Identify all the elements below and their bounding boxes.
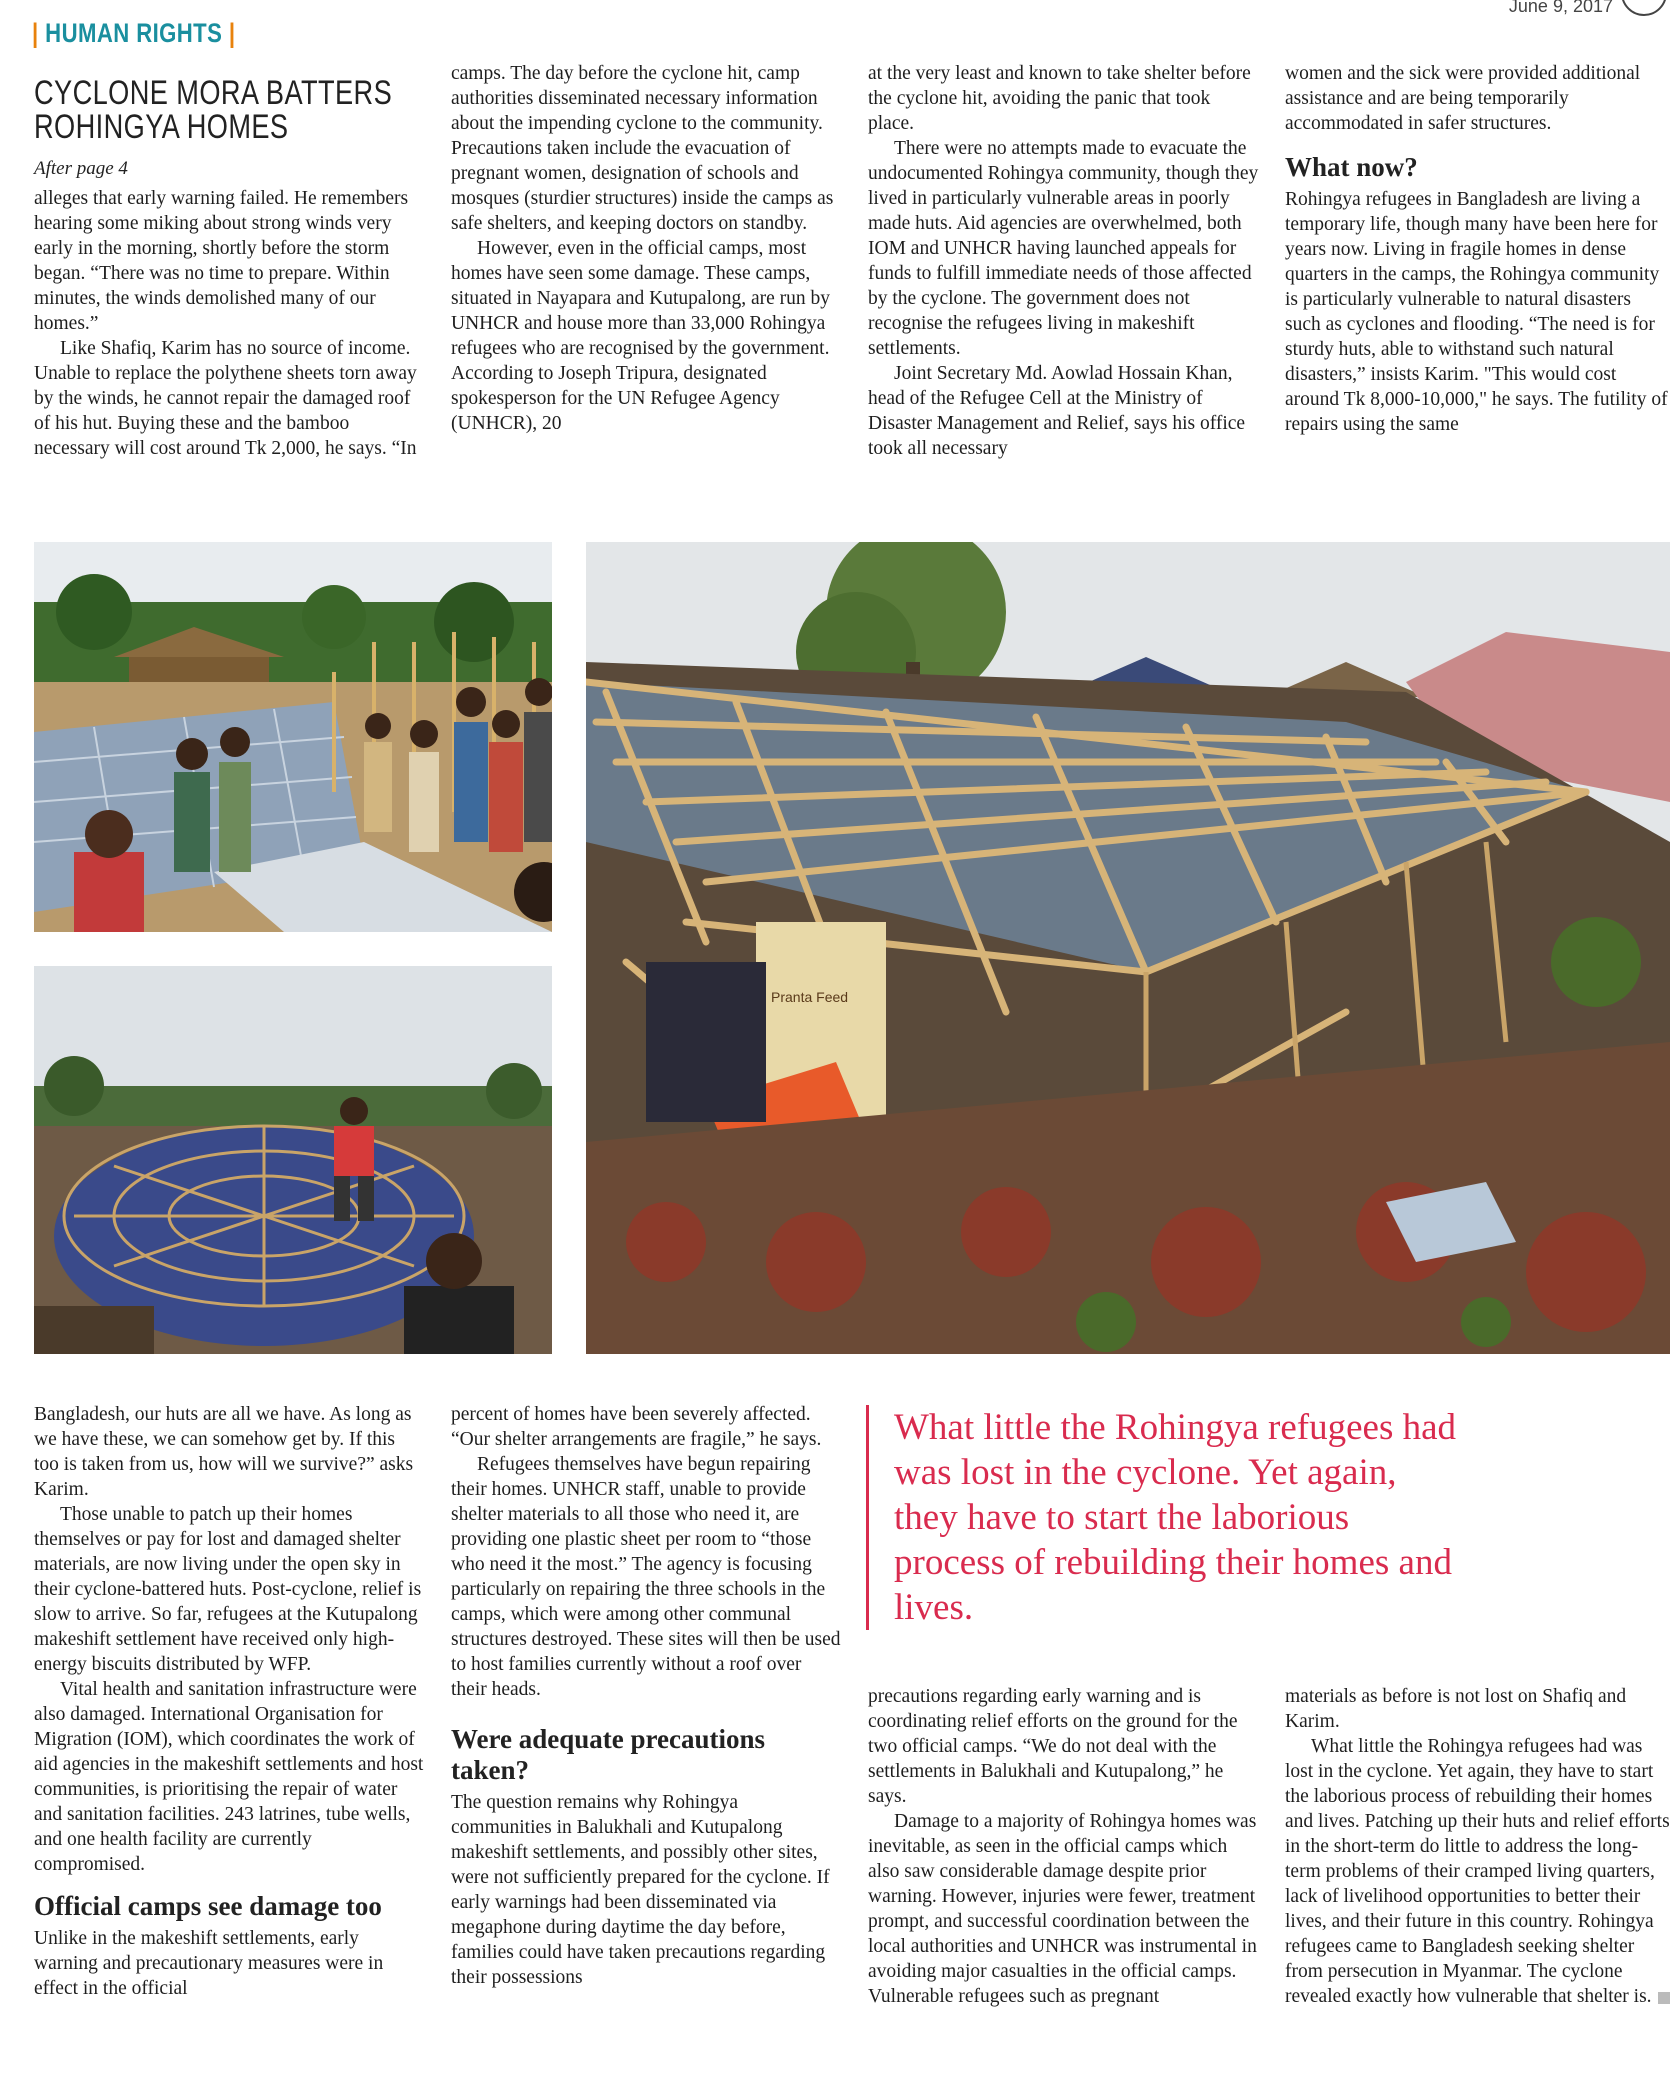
lower-column-2	[451, 1402, 841, 1990]
section-label	[32, 18, 235, 49]
upper-column-1	[34, 186, 424, 461]
paragraph: camps. The day before the cyclone hit, camp authorities disseminated necessary information about the impending cyclone to the community. Precautions taken include the evacuation of pregnant women, designation of schools and mosques (sturdier structures) inside the camps as safe shelters, and keeping doctors on standby.	[451, 63, 834, 234]
paragraph: Unlike in the makeshift settlements, early warning and precautionary measures were in effect in the official	[34, 1928, 384, 1999]
pull-quote: What little the Rohingya refugees had was lost in the cyclone. Yet again, they have to start the laborious process of rebuilding their homes and lives.	[866, 1405, 1466, 1630]
photo-children-roofing-sheets	[34, 542, 552, 932]
issue-date: June 9, 2017	[1508, 0, 1613, 16]
lower-column-1	[34, 1402, 424, 2001]
paragraph: percent of homes have been severely affected. “Our shelter arrangements are fragile,” he says.	[451, 1404, 822, 1450]
section-bar-left: |	[32, 18, 39, 48]
subheading-what-now: What now?	[1285, 152, 1418, 182]
paragraph: women and the sick were provided additional assistance and are being temporarily accommodated in safer structures.	[1285, 63, 1641, 134]
paragraph: Like Shafiq, Karim has no source of income. Unable to replace the polythene sheets torn away by the winds, he cannot repair the damaged roof of his hut. Buying these and the bamboo necessary will cost around Tk 2,000, he says. “In	[34, 338, 417, 459]
upper-column-3	[868, 61, 1260, 461]
paragraph: precautions regarding early warning and is coordinating relief efforts on the ground for the two official camps. “We do not deal with the settlements in Balukhali and Kutupalong,” he says.	[868, 1686, 1238, 1807]
paragraph: The question remains why Rohingya communities in Balukhali and Kutupalong makeshift settlements, and possibly other sites, were not sufficiently prepared for the cyclone. If early warnings had been disseminated via megaphone during daytime the day before, families could have taken precautions regarding their possessions	[451, 1792, 830, 1988]
paragraph: Joint Secretary Md. Aowlad Hossain Khan, head of the Refugee Cell at the Ministry of Disaster Management and Relief, says his office took all necessary	[868, 363, 1246, 459]
lower-column-4	[1285, 1684, 1670, 2009]
page-number-circle	[1621, 0, 1667, 16]
subheading-precautions: Were adequate precautions taken?	[451, 1724, 765, 1785]
lower-column-3	[868, 1684, 1260, 2009]
paragraph: Rohingya refugees in Bangladesh are living a temporary life, though many have been here for years now. Living in fragile homes in dense quarters in the camps, the Rohingya community is particularly vulnerable to natural disasters such as cyclones and flooding. “The need is for sturdy huts, able to withstand such natural disasters,” insists Karim. "This would cost around Tk 8,000-10,000," he says. The futility of repairs using the same	[1285, 189, 1668, 435]
paragraph: Those unable to patch up their homes themselves or pay for lost and damaged shelter materials, are now living under the open sky in their cyclone-battered huts. Post-cyclone, relief is slow to arrive. So far, refugees at the Kutupalong makeshift settlement have received only high-energy biscuits distributed by WFP.	[34, 1504, 422, 1675]
headline-line-2: ROHINGYA HOMES	[34, 108, 289, 146]
paragraph: alleges that early warning failed. He remembers hearing some miking about strong winds very early in the morning, shortly before the storm began. “There was no time to prepare. Within minutes, the winds demolished many of our homes.”	[34, 188, 409, 334]
photo-man-on-bamboo-roof	[34, 966, 552, 1354]
subheading-official-camps: Official camps see damage too	[34, 1891, 382, 1921]
upper-column-2	[451, 61, 841, 436]
paragraph-final	[1285, 1734, 1670, 2009]
headline-line-1: CYCLONE MORA BATTERS	[34, 74, 393, 112]
photo-sign-text: Pranta Feed	[771, 989, 849, 1005]
paragraph: Vital health and sanitation infrastructure were also damaged. International Organisation for Migration (IOM), which coordinates the work of aid agencies in the makeshift settlements and host communities, is prioritising the repair of water and sanitation facilities. 243 latrines, tube wells, and one health facility are currently compromised.	[34, 1679, 424, 1875]
photo-damaged-bamboo-hut	[586, 542, 1670, 1354]
paragraph: However, even in the official camps, most homes have seen some damage. These camps, situated in Nayapara and Kutupalong, are run by UNHCR and house more than 33,000 Rohingya refugees who are recognised by the government. According to Joseph Tripura, designated spokesperson for the UN Refugee Agency (UNHCR), 20	[451, 238, 831, 434]
section-title: HUMAN RIGHTS	[45, 18, 223, 48]
upper-column-4	[1285, 61, 1670, 437]
continued-from: After page 4	[34, 158, 128, 179]
paragraph: Bangladesh, our huts are all we have. As long as we have these, we can somehow get by. If this too is taken from us, how will we survive?” asks Karim.	[34, 1404, 414, 1500]
end-of-article-square-icon	[1658, 1992, 1670, 2004]
article-headline	[34, 74, 393, 146]
paragraph: Damage to a majority of Rohingya homes was inevitable, as seen in the official camps which also saw considerable damage despite prior warning. However, injuries were fewer, treatment prompt, and successful coordination between the local authorities and UNHCR was instrumental in avoiding major casualties in the official camps. Vulnerable refugees such as pregnant	[868, 1811, 1257, 2007]
paragraph: materials as before is not lost on Shafiq and Karim.	[1285, 1686, 1627, 1732]
paragraph: There were no attempts made to evacuate the undocumented Rohingya community, though they lived in particularly vulnerable areas in poorly made huts. Aid agencies are overwhelmed, both IOM and UNHCR having launched appeals for funds to fulfill immediate needs of those affected by the cyclone. The government does not recognise the refugees living in makeshift settlements.	[868, 138, 1259, 359]
final-paragraph-text: What little the Rohingya refugees had was lost in the cyclone. Yet again, they have to start the laborious process of rebuilding their homes and lives. Patching up their huts and relief efforts in the short-term do little to address the long-term problems of their cramped living quarters, lack of livelihood opportunities to better their lives, and their future in this country. Rohingya refugees came to Bangladesh seeking shelter from persecution in Myanmar. The cyclone revealed exactly how vulnerable that shelter is.	[1285, 1736, 1670, 2007]
section-bar-right: |	[228, 18, 236, 48]
paragraph: Refugees themselves have begun repairing their homes. UNHCR staff, unable to provide shelter materials to all those who need it, are providing one plastic sheet per room to “those who need it the most.” The agency is focusing particularly on repairing the three schools in the camps, which were among other communal structures destroyed. These sites will then be used to host families currently without a roof over their heads.	[451, 1454, 841, 1700]
paragraph: at the very least and known to take shelter before the cyclone hit, avoiding the panic that took place.	[868, 63, 1251, 134]
